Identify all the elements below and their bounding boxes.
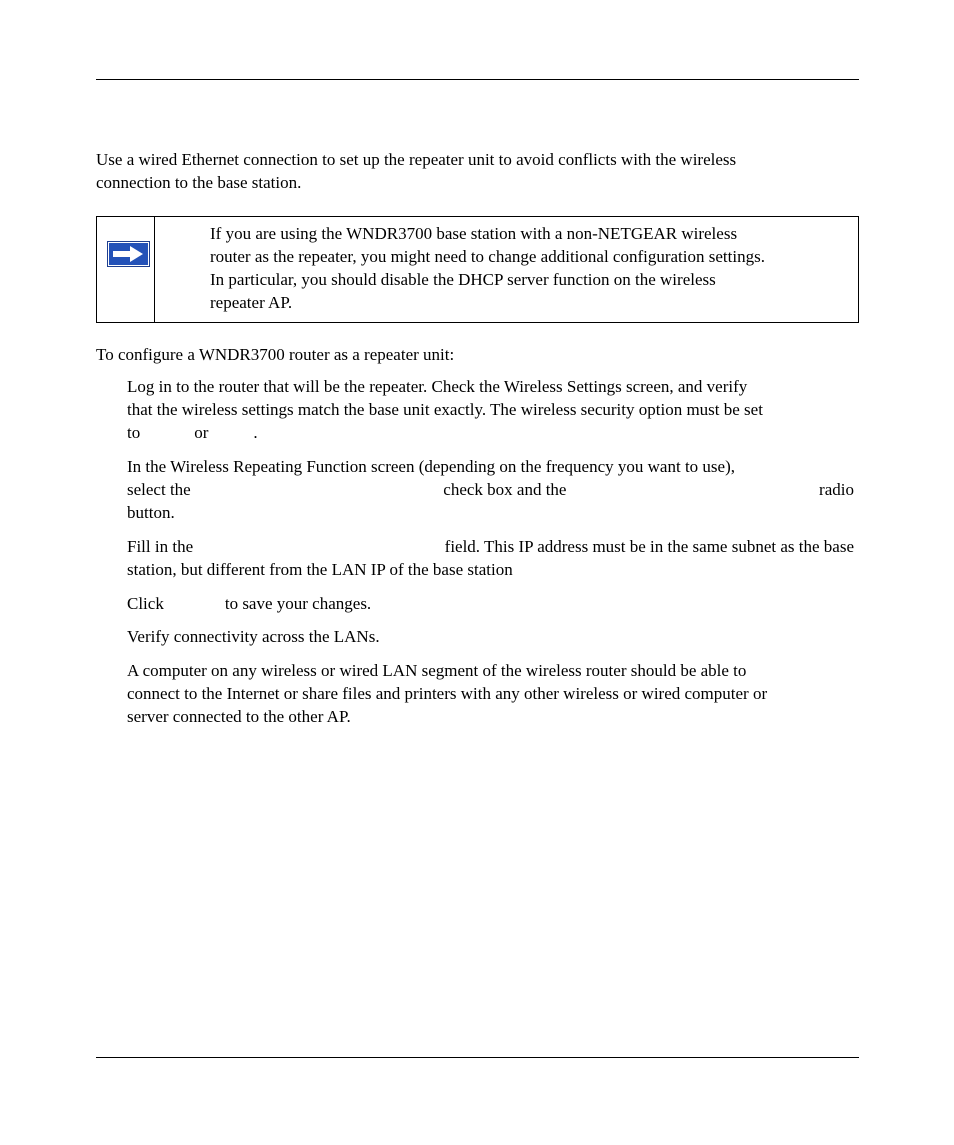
step-2-radio: radio — [819, 480, 854, 499]
step-2-line-3: button. — [127, 503, 175, 522]
note-box — [96, 216, 859, 323]
note-line-1: If you are using the WNDR3700 base station with a non-NETGEAR wireless — [210, 224, 738, 243]
note-line-3: In particular, you should disable the DHCP server function on the wireless — [210, 270, 716, 289]
header-rule — [96, 79, 859, 80]
step-1-or: or — [194, 423, 209, 442]
step-4-click: Click — [127, 594, 164, 613]
step-3-fill: Fill in the — [127, 537, 194, 556]
procedure-lead: To configure a WNDR3700 router as a repeater unit: — [96, 345, 455, 364]
step-6-line-1: A computer on any wireless or wired LAN segment of the wireless router should be able to — [127, 661, 747, 680]
step-4-save-text: to save your changes. — [224, 594, 372, 613]
step-2 — [127, 455, 854, 524]
note-text — [210, 222, 855, 314]
intro-line-1: Use a wired Ethernet connection to set up the repeater unit to avoid conflicts with the wireless — [96, 150, 737, 169]
step-3 — [127, 535, 854, 581]
step-5: Verify connectivity across the LANs. — [127, 627, 380, 646]
step-4 — [127, 592, 854, 615]
step-1-line-3 — [127, 421, 854, 444]
step-1-line-1: Log in to the router that will be the repeater. Check the Wireless Settings screen, and verify — [127, 377, 748, 396]
step-6 — [127, 659, 854, 728]
step-3-line-1 — [127, 535, 854, 558]
right-arrow-icon — [107, 241, 150, 267]
intro-paragraph — [96, 148, 859, 194]
step-6-line-3: server connected to the other AP. — [127, 707, 351, 726]
step-1-to: to — [127, 423, 141, 442]
footer-rule — [96, 1057, 859, 1058]
step-2-select: select the — [127, 480, 191, 499]
note-line-2: router as the repeater, you might need to change additional configuration settings. — [210, 247, 765, 266]
step-3-line-2: station, but different from the LAN IP of the base station — [127, 560, 513, 579]
intro-line-2: connection to the base station. — [96, 173, 302, 192]
note-icon-cell — [97, 217, 155, 322]
step-2-checkbox-text: check box and the — [443, 480, 567, 499]
note-line-4: repeater AP. — [210, 293, 293, 312]
step-6-line-2: connect to the Internet or share files and printers with any other wireless or wired computer or — [127, 684, 768, 703]
step-1-period: . — [253, 423, 258, 442]
step-2-line-1: In the Wireless Repeating Function screen (depending on the frequency you want to use), — [127, 457, 735, 476]
step-1 — [127, 375, 854, 444]
step-3-field-text: field. This IP address must be in the same subnet as the base — [444, 537, 854, 556]
step-1-line-2: that the wireless settings match the base unit exactly. The wireless security option must be set — [127, 400, 763, 419]
step-2-line-2 — [127, 478, 854, 501]
